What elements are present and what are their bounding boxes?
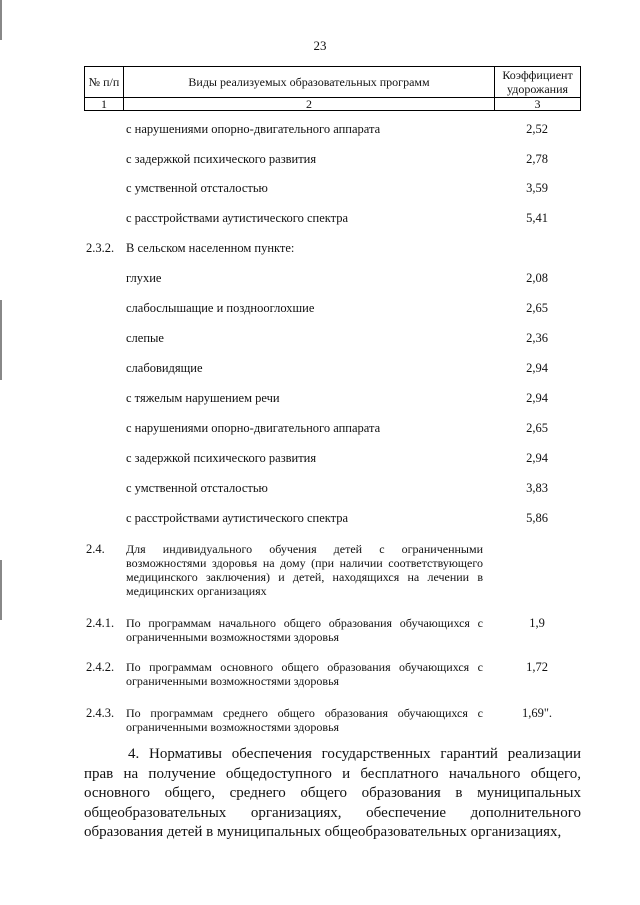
row-value: 5,41 [526,211,548,225]
row-number: 2.4.2. [86,660,115,674]
row-text: с нарушениями опорно-двигательного аппарата [126,421,381,435]
row-text: слабослышащие и позднооглохшие [126,301,315,315]
row-text: с задержкой психического развития [126,451,317,465]
table-header [84,66,581,111]
left-margin-mark [0,300,2,380]
row-text: слабовидящие [126,361,203,375]
header-index-3: 3 [495,98,581,111]
row-text: с расстройствами аутистического спектра [126,211,349,225]
row-value: 1,69". [521,706,553,720]
row-value: 1,9 [529,616,545,630]
row-text: В сельском населенном пункте: [126,241,295,255]
row-value: 2,94 [526,361,548,375]
header-index-2: 2 [124,98,495,111]
row-text: глухие [126,271,162,285]
row-value: 2,52 [526,122,548,136]
row-text: с расстройствами аутистического спектра [126,511,349,525]
header-col-coefficient: Коэффициент удорожания [495,67,581,98]
row-text: с нарушениями опорно-двигательного аппарата [126,122,381,136]
row-number: 2.4.1. [86,616,115,630]
page-number: 23 [313,38,327,53]
row-text: По программам среднего общего образования обучающихся с ограниченными возможностями здоровья [126,706,483,734]
row-number: 2.4.3. [86,706,115,720]
header-col-number: № п/п [85,67,124,98]
row-value: 3,83 [526,481,548,495]
row-value: 2,94 [526,451,548,465]
left-margin-mark [0,560,2,620]
row-value: 2,94 [526,391,548,405]
body-paragraph [84,745,581,843]
row-value: 2,65 [526,301,548,315]
header-col-programs: Виды реализуемых образовательных программ [124,67,495,98]
row-value: 1,72 [526,660,548,674]
row-text: с тяжелым нарушением речи [126,391,280,405]
row-value: 2,36 [526,331,548,345]
row-number: 2.4. [86,542,105,556]
row-text: По программам начального общего образования обучающихся с ограниченными возможностями здоровья [126,616,483,644]
row-value: 5,86 [526,511,548,525]
row-text: с задержкой психического развития [126,152,317,166]
row-text: с умственной отсталостью [126,481,268,495]
header-index-1: 1 [85,98,124,111]
left-margin-mark [0,0,2,40]
row-text: По программам основного общего образования обучающихся с ограниченными возможностями здоровья [126,660,483,688]
paragraph-text: 4. Нормативы обеспечения государственных гарантий реализации прав на получение общедоступного и бесплатного начального общего, основного общего, среднего общего образования в муниципальных общеобразовательных организациях, обеспечение дополнительного образования детей в муниципальных общеобразовательных организациях, [84,746,581,840]
row-text: Для индивидуального обучения детей с ограниченными возможностями здоровья на дому (при наличии соответствующего медицинского заключения) и детей, находящихся на лечении в медицинских организациях [126,542,483,598]
row-text: слепые [126,331,164,345]
row-value: 2,08 [526,271,548,285]
row-value: 2,78 [526,152,548,166]
row-number: 2.3.2. [86,241,115,255]
row-value: 2,65 [526,421,548,435]
row-value: 3,59 [526,181,548,195]
row-text: с умственной отсталостью [126,181,268,195]
